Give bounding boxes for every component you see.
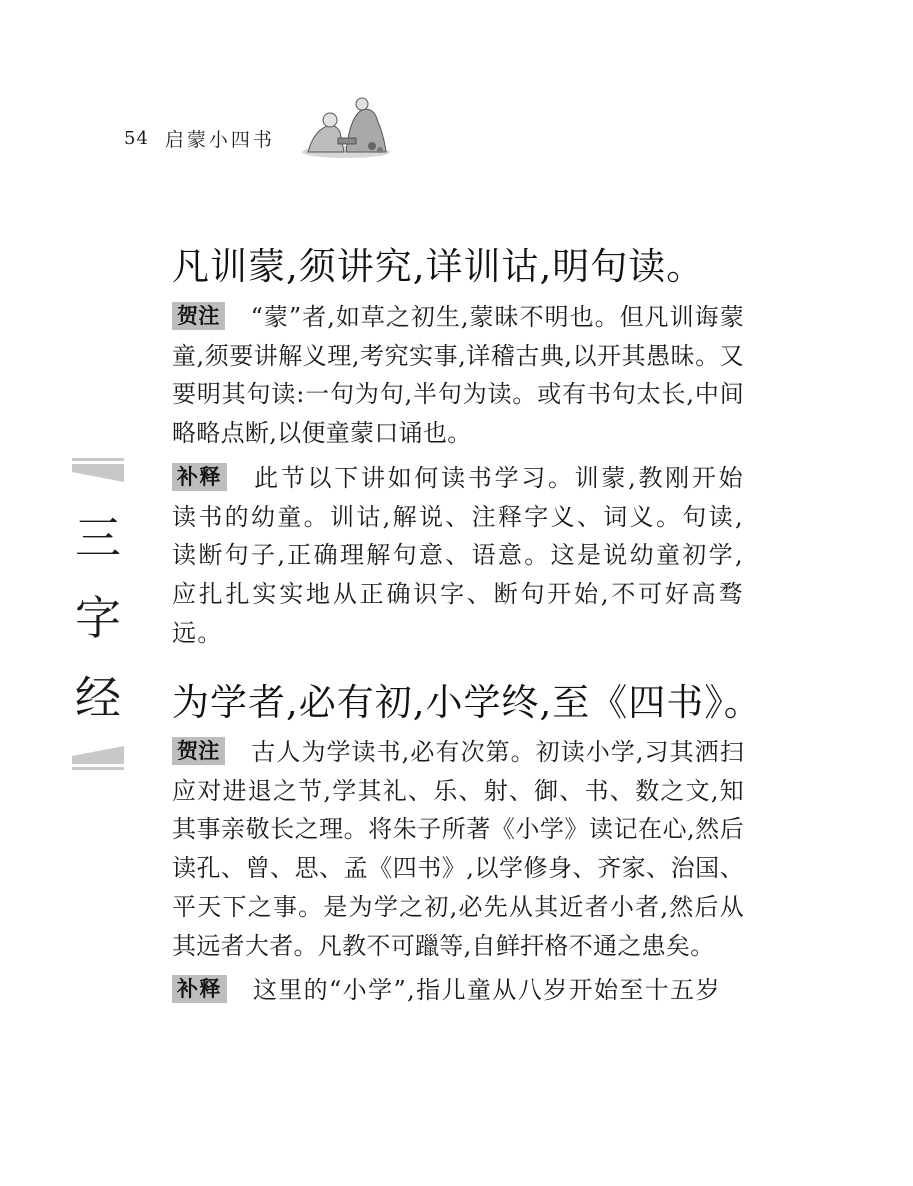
scholars-illustration-icon: [300, 96, 392, 160]
bu-shi-label: 补释: [172, 975, 227, 1003]
side-tab-char: 三: [75, 511, 121, 565]
he-zhu-text: “蒙”者,如草之初生,蒙昧不明也。但凡训诲蒙童,须要讲解义理,考究实事,详稽古典,以开其愚昧。又要明其句读:一句为句,半句为读。或有书句太长,中间略略点断,以便童蒙口诵也。: [172, 303, 744, 448]
verse-title: 为学者,必有初,小学终,至《四书》。: [172, 681, 762, 724]
verse-title: 凡训蒙,须讲究,详训诂,明句读。: [172, 245, 705, 288]
bu-shi-paragraph: [172, 459, 744, 653]
page-number: 54: [124, 127, 149, 149]
book-title: 启蒙小四书: [164, 128, 275, 151]
he-zhu-text: 古人为学读书,必有次第。初读小学,习其洒扫应对进退之节,学其礼、乐、射、御、书、数之文,知其事亲敬长之理。将朱子所著《小学》读记在心,然后读孔、曾、思、孟《四书》,以学修身、齐家、治国、平天下之事。是为学之初,必先从其近者小者,然后从其远者大者。凡教不可躐等,自鲜扞格不通之患矣。: [172, 738, 744, 960]
side-tab-char: 字: [75, 591, 121, 645]
bu-shi-label: 补释: [172, 463, 227, 491]
bu-shi-paragraph: [172, 971, 744, 1010]
he-zhu-paragraph: [172, 733, 744, 965]
bu-shi-text: 此节以下讲如何读书学习。训蒙,教刚开始读书的幼童。训诂,解说、注释字义、词义。句读,读断句子,正确理解句意、语意。这是说幼童初学,应扎扎实实地从正确识字、断句开始,不可好高骛远。: [172, 464, 744, 647]
side-section-tab: [72, 458, 124, 770]
he-zhu-paragraph: [172, 298, 744, 453]
he-zhu-label: 贺注: [172, 737, 225, 765]
tab-bottom-ornament-icon: [72, 744, 124, 770]
side-tab-char: 经: [75, 671, 121, 725]
tab-top-ornament-icon: [72, 458, 124, 484]
running-header: [124, 118, 275, 158]
he-zhu-label: 贺注: [172, 302, 225, 330]
bu-shi-text: 这里的“小学”,指儿童从八岁开始至十五岁: [252, 976, 721, 1004]
side-tab-title: [72, 498, 124, 738]
